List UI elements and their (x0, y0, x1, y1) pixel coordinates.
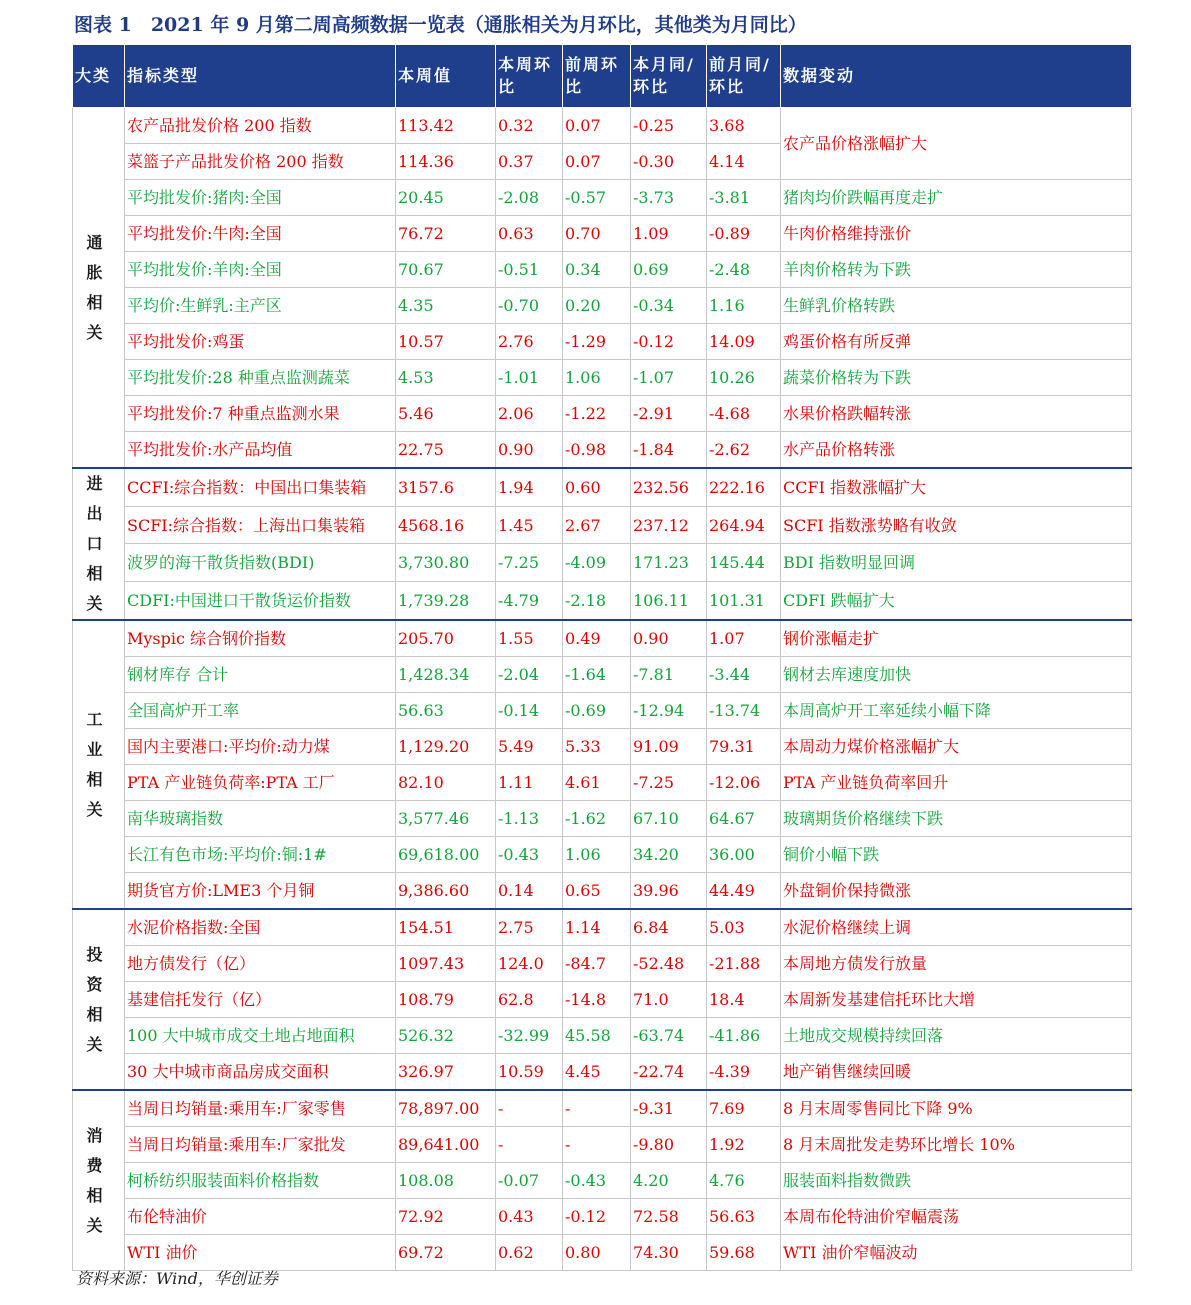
wow-cell: 2.06 (496, 396, 563, 432)
value-cell: 3,577.46 (396, 801, 496, 837)
change-cell: 地产销售继续回暖 (781, 1054, 1132, 1091)
prev-wow-cell: -14.8 (563, 982, 631, 1018)
wow-cell: -2.04 (496, 657, 563, 693)
mom-cell: 237.12 (631, 506, 707, 544)
prev-wow-cell: 0.07 (563, 108, 631, 144)
prev-mom-cell: 1.92 (707, 1127, 781, 1163)
table-row (73, 108, 1132, 144)
change-cell: 本周动力煤价格涨幅扩大 (781, 729, 1132, 765)
value-cell: 113.42 (396, 108, 496, 144)
change-cell: 水泥价格继续上调 (781, 909, 1132, 946)
table-row (73, 468, 1132, 506)
indicator-cell: 水泥价格指数:全国 (125, 909, 396, 946)
mom-cell: -7.81 (631, 657, 707, 693)
table-row (73, 216, 1132, 252)
table-row (73, 582, 1132, 620)
table-row (73, 360, 1132, 396)
wow-cell: -0.43 (496, 837, 563, 873)
prev-mom-cell: 64.67 (707, 801, 781, 837)
indicator-cell: SCFI:综合指数：上海出口集装箱 (125, 506, 396, 544)
prev-mom-cell: -13.74 (707, 693, 781, 729)
change-cell: 钢材去库速度加快 (781, 657, 1132, 693)
table-row (73, 324, 1132, 360)
value-cell: 78,897.00 (396, 1090, 496, 1127)
indicator-cell: 期货官方价:LME3 个月铜 (125, 873, 396, 910)
change-cell: 土地成交规模持续回落 (781, 1018, 1132, 1054)
prev-mom-cell: -4.68 (707, 396, 781, 432)
header-change: 数据变动 (781, 45, 1132, 108)
mom-cell: 0.90 (631, 620, 707, 657)
wow-cell: 1.94 (496, 468, 563, 506)
wow-cell: 124.0 (496, 946, 563, 982)
prev-mom-cell: 44.49 (707, 873, 781, 910)
prev-wow-cell: -0.12 (563, 1199, 631, 1235)
change-cell: 水产品价格转涨 (781, 432, 1132, 469)
prev-wow-cell: -1.29 (563, 324, 631, 360)
table-row (73, 620, 1132, 657)
value-cell: 56.63 (396, 693, 496, 729)
mom-cell: 171.23 (631, 544, 707, 582)
mom-cell: 232.56 (631, 468, 707, 506)
table-row (73, 1199, 1132, 1235)
prev-wow-cell: 45.58 (563, 1018, 631, 1054)
indicator-cell: 地方债发行（亿） (125, 946, 396, 982)
prev-wow-cell: 0.20 (563, 288, 631, 324)
value-cell: 82.10 (396, 765, 496, 801)
table-row (73, 693, 1132, 729)
indicator-cell: 菜篮子产品批发价格 200 指数 (125, 144, 396, 180)
category-cell: 进出口相关 (73, 468, 125, 620)
mom-cell: -0.25 (631, 108, 707, 144)
wow-cell: 10.59 (496, 1054, 563, 1091)
indicator-cell: 全国高炉开工率 (125, 693, 396, 729)
prev-mom-cell: 3.68 (707, 108, 781, 144)
high-frequency-data-table (72, 44, 1132, 1271)
prev-wow-cell: -0.57 (563, 180, 631, 216)
value-cell: 108.79 (396, 982, 496, 1018)
value-cell: 4.53 (396, 360, 496, 396)
mom-cell: -9.31 (631, 1090, 707, 1127)
change-cell: 猪肉均价跌幅再度走扩 (781, 180, 1132, 216)
table-row (73, 432, 1132, 469)
prev-mom-cell: 145.44 (707, 544, 781, 582)
prev-mom-cell: 222.16 (707, 468, 781, 506)
mom-cell: 67.10 (631, 801, 707, 837)
value-cell: 3,730.80 (396, 544, 496, 582)
value-cell: 154.51 (396, 909, 496, 946)
mom-cell: 1.09 (631, 216, 707, 252)
prev-mom-cell: 18.4 (707, 982, 781, 1018)
value-cell: 3157.6 (396, 468, 496, 506)
value-cell: 326.97 (396, 1054, 496, 1091)
prev-mom-cell: -21.88 (707, 946, 781, 982)
mom-cell: -3.73 (631, 180, 707, 216)
table-row (73, 288, 1132, 324)
prev-wow-cell: 0.07 (563, 144, 631, 180)
wow-cell: -4.79 (496, 582, 563, 620)
indicator-cell: 基建信托发行（亿） (125, 982, 396, 1018)
prev-mom-cell: 7.69 (707, 1090, 781, 1127)
indicator-cell: 平均价:生鲜乳:主产区 (125, 288, 396, 324)
indicator-cell: 柯桥纺织服装面料价格指数 (125, 1163, 396, 1199)
value-cell: 1,428.34 (396, 657, 496, 693)
indicator-cell: 平均批发价:水产品均值 (125, 432, 396, 469)
mom-cell: -52.48 (631, 946, 707, 982)
prev-mom-cell: 5.03 (707, 909, 781, 946)
value-cell: 70.67 (396, 252, 496, 288)
indicator-cell: 平均批发价:牛肉:全国 (125, 216, 396, 252)
category-cell: 工业相关 (73, 620, 125, 909)
prev-mom-cell: -0.89 (707, 216, 781, 252)
header-row (73, 45, 1132, 108)
mom-cell: -9.80 (631, 1127, 707, 1163)
table-row (73, 765, 1132, 801)
wow-cell: -0.07 (496, 1163, 563, 1199)
table-body (73, 108, 1132, 1271)
header-prev-wow: 前周环比 (563, 45, 631, 108)
prev-mom-cell: 79.31 (707, 729, 781, 765)
prev-wow-cell: 0.34 (563, 252, 631, 288)
prev-wow-cell: 2.67 (563, 506, 631, 544)
indicator-cell: PTA 产业链负荷率:PTA 工厂 (125, 765, 396, 801)
prev-wow-cell: -1.62 (563, 801, 631, 837)
table-title: 图表 1 2021 年 9 月第二周高频数据一览表（通胀相关为月环比，其他类为月同比） (74, 14, 807, 36)
wow-cell: -0.14 (496, 693, 563, 729)
table-row (73, 1054, 1132, 1091)
prev-mom-cell: 1.16 (707, 288, 781, 324)
change-cell: 鸡蛋价格有所反弹 (781, 324, 1132, 360)
prev-mom-cell: -4.39 (707, 1054, 781, 1091)
wow-cell: 2.76 (496, 324, 563, 360)
prev-mom-cell: -2.62 (707, 432, 781, 469)
prev-wow-cell: -0.69 (563, 693, 631, 729)
value-cell: 76.72 (396, 216, 496, 252)
change-cell: 蔬菜价格转为下跌 (781, 360, 1132, 396)
change-cell: 牛肉价格维持涨价 (781, 216, 1132, 252)
value-cell: 20.45 (396, 180, 496, 216)
change-cell: 铜价小幅下跌 (781, 837, 1132, 873)
source-note: 资料来源：Wind，华创证券 (76, 1269, 278, 1288)
change-cell: 羊肉价格转为下跌 (781, 252, 1132, 288)
change-cell: 外盘铜价保持微涨 (781, 873, 1132, 910)
mom-cell: -0.34 (631, 288, 707, 324)
prev-mom-cell: 56.63 (707, 1199, 781, 1235)
prev-mom-cell: -12.06 (707, 765, 781, 801)
prev-mom-cell: 59.68 (707, 1235, 781, 1271)
mom-cell: -12.94 (631, 693, 707, 729)
change-cell: 本周布伦特油价窄幅震荡 (781, 1199, 1132, 1235)
prev-mom-cell: 1.07 (707, 620, 781, 657)
indicator-cell: CDFI:中国进口干散货运价指数 (125, 582, 396, 620)
change-cell: CDFI 跌幅扩大 (781, 582, 1132, 620)
change-cell: 本周地方债发行放量 (781, 946, 1132, 982)
table-row (73, 396, 1132, 432)
indicator-cell: 100 大中城市成交土地占地面积 (125, 1018, 396, 1054)
table-row (73, 252, 1132, 288)
prev-wow-cell: - (563, 1127, 631, 1163)
wow-cell: -2.08 (496, 180, 563, 216)
prev-wow-cell: 0.49 (563, 620, 631, 657)
wow-cell: -1.01 (496, 360, 563, 396)
prev-wow-cell: 4.45 (563, 1054, 631, 1091)
value-cell: 69,618.00 (396, 837, 496, 873)
category-cell: 消费相关 (73, 1090, 125, 1271)
mom-cell: 4.20 (631, 1163, 707, 1199)
wow-cell: -1.13 (496, 801, 563, 837)
mom-cell: -7.25 (631, 765, 707, 801)
prev-wow-cell: 4.61 (563, 765, 631, 801)
mom-cell: -22.74 (631, 1054, 707, 1091)
prev-wow-cell: -2.18 (563, 582, 631, 620)
table-row (73, 544, 1132, 582)
mom-cell: 34.20 (631, 837, 707, 873)
table-row (73, 1127, 1132, 1163)
prev-mom-cell: 14.09 (707, 324, 781, 360)
value-cell: 4.35 (396, 288, 496, 324)
indicator-cell: 平均批发价:猪肉:全国 (125, 180, 396, 216)
mom-cell: 72.58 (631, 1199, 707, 1235)
wow-cell: -0.70 (496, 288, 563, 324)
prev-mom-cell: 36.00 (707, 837, 781, 873)
table-row (73, 1163, 1132, 1199)
prev-wow-cell: 0.65 (563, 873, 631, 910)
indicator-cell: 平均批发价:7 种重点监测水果 (125, 396, 396, 432)
prev-mom-cell: 101.31 (707, 582, 781, 620)
table-row (73, 1018, 1132, 1054)
mom-cell: -1.84 (631, 432, 707, 469)
change-cell: 8 月末周批发走势环比增长 10% (781, 1127, 1132, 1163)
indicator-cell: 30 大中城市商品房成交面积 (125, 1054, 396, 1091)
wow-cell: 1.55 (496, 620, 563, 657)
wow-cell: 2.75 (496, 909, 563, 946)
mom-cell: 71.0 (631, 982, 707, 1018)
wow-cell: 5.49 (496, 729, 563, 765)
table-row (73, 873, 1132, 910)
value-cell: 22.75 (396, 432, 496, 469)
header-mom: 本月同/环比 (631, 45, 707, 108)
table-row (73, 909, 1132, 946)
prev-wow-cell: -4.09 (563, 544, 631, 582)
wow-cell: 0.37 (496, 144, 563, 180)
value-cell: 5.46 (396, 396, 496, 432)
indicator-cell: WTI 油价 (125, 1235, 396, 1271)
wow-cell: 0.32 (496, 108, 563, 144)
value-cell: 4568.16 (396, 506, 496, 544)
indicator-cell: 长江有色市场:平均价:铜:1# (125, 837, 396, 873)
prev-mom-cell: 4.76 (707, 1163, 781, 1199)
indicator-cell: 平均批发价:羊肉:全国 (125, 252, 396, 288)
change-cell: 水果价格跌幅转涨 (781, 396, 1132, 432)
indicator-cell: 波罗的海干散货指数(BDI) (125, 544, 396, 582)
wow-cell: -0.51 (496, 252, 563, 288)
change-cell: 8 月末周零售同比下降 9% (781, 1090, 1132, 1127)
mom-cell: -2.91 (631, 396, 707, 432)
prev-mom-cell: -3.81 (707, 180, 781, 216)
table-row (73, 982, 1132, 1018)
change-cell: 本周新发基建信托环比大增 (781, 982, 1132, 1018)
header-wow: 本周环比 (496, 45, 563, 108)
wow-cell: -32.99 (496, 1018, 563, 1054)
wow-cell: 0.43 (496, 1199, 563, 1235)
wow-cell: 0.14 (496, 873, 563, 910)
value-cell: 69.72 (396, 1235, 496, 1271)
wow-cell: 0.63 (496, 216, 563, 252)
change-cell: 服装面料指数微跌 (781, 1163, 1132, 1199)
value-cell: 205.70 (396, 620, 496, 657)
indicator-cell: 当周日均销量:乘用车:厂家零售 (125, 1090, 396, 1127)
prev-wow-cell: 0.80 (563, 1235, 631, 1271)
mom-cell: 39.96 (631, 873, 707, 910)
prev-wow-cell: 0.60 (563, 468, 631, 506)
indicator-cell: 南华玻璃指数 (125, 801, 396, 837)
prev-mom-cell: -3.44 (707, 657, 781, 693)
table-row (73, 729, 1132, 765)
mom-cell: 74.30 (631, 1235, 707, 1271)
prev-mom-cell: -2.48 (707, 252, 781, 288)
table-row (73, 1090, 1132, 1127)
change-cell: 玻璃期货价格继续下跌 (781, 801, 1132, 837)
mom-cell: 0.69 (631, 252, 707, 288)
indicator-cell: Myspic 综合钢价指数 (125, 620, 396, 657)
prev-wow-cell: -0.98 (563, 432, 631, 469)
value-cell: 1,129.20 (396, 729, 496, 765)
mom-cell: 91.09 (631, 729, 707, 765)
mom-cell: -63.74 (631, 1018, 707, 1054)
wow-cell: 0.62 (496, 1235, 563, 1271)
table-row (73, 180, 1132, 216)
indicator-cell: CCFI:综合指数：中国出口集装箱 (125, 468, 396, 506)
prev-mom-cell: 264.94 (707, 506, 781, 544)
value-cell: 10.57 (396, 324, 496, 360)
prev-wow-cell: 1.14 (563, 909, 631, 946)
table-row (73, 946, 1132, 982)
value-cell: 72.92 (396, 1199, 496, 1235)
change-cell: 生鲜乳价格转跌 (781, 288, 1132, 324)
value-cell: 89,641.00 (396, 1127, 496, 1163)
indicator-cell: 平均批发价:28 种重点监测蔬菜 (125, 360, 396, 396)
value-cell: 526.32 (396, 1018, 496, 1054)
prev-wow-cell: 5.33 (563, 729, 631, 765)
prev-mom-cell: 4.14 (707, 144, 781, 180)
prev-wow-cell: - (563, 1090, 631, 1127)
mom-cell: -0.30 (631, 144, 707, 180)
change-cell: WTI 油价窄幅波动 (781, 1235, 1132, 1271)
change-cell: 本周高炉开工率延续小幅下降 (781, 693, 1132, 729)
table-row (73, 657, 1132, 693)
header-indicator: 指标类型 (125, 45, 396, 108)
wow-cell: 1.11 (496, 765, 563, 801)
mom-cell: -0.12 (631, 324, 707, 360)
value-cell: 114.36 (396, 144, 496, 180)
wow-cell: - (496, 1127, 563, 1163)
value-cell: 108.08 (396, 1163, 496, 1199)
wow-cell: -7.25 (496, 544, 563, 582)
change-cell: 农产品价格涨幅扩大 (781, 108, 1132, 180)
change-cell: BDI 指数明显回调 (781, 544, 1132, 582)
change-cell: 钢价涨幅走扩 (781, 620, 1132, 657)
indicator-cell: 平均批发价:鸡蛋 (125, 324, 396, 360)
wow-cell: 1.45 (496, 506, 563, 544)
table-row (73, 837, 1132, 873)
header-value: 本周值 (396, 45, 496, 108)
indicator-cell: 农产品批发价格 200 指数 (125, 108, 396, 144)
value-cell: 1,739.28 (396, 582, 496, 620)
prev-wow-cell: -1.64 (563, 657, 631, 693)
category-cell: 通胀相关 (73, 108, 125, 469)
prev-wow-cell: 1.06 (563, 837, 631, 873)
prev-wow-cell: -84.7 (563, 946, 631, 982)
mom-cell: 106.11 (631, 582, 707, 620)
change-cell: PTA 产业链负荷率回升 (781, 765, 1132, 801)
indicator-cell: 国内主要港口:平均价:动力煤 (125, 729, 396, 765)
change-cell: SCFI 指数涨势略有收敛 (781, 506, 1132, 544)
indicator-cell: 当周日均销量:乘用车:厂家批发 (125, 1127, 396, 1163)
change-cell: CCFI 指数涨幅扩大 (781, 468, 1132, 506)
indicator-cell: 钢材库存 合计 (125, 657, 396, 693)
prev-wow-cell: -1.22 (563, 396, 631, 432)
mom-cell: -1.07 (631, 360, 707, 396)
prev-wow-cell: 0.70 (563, 216, 631, 252)
prev-wow-cell: 1.06 (563, 360, 631, 396)
table-row (73, 801, 1132, 837)
indicator-cell: 布伦特油价 (125, 1199, 396, 1235)
value-cell: 9,386.60 (396, 873, 496, 910)
mom-cell: 6.84 (631, 909, 707, 946)
header-category: 大类 (73, 45, 125, 108)
wow-cell: 62.8 (496, 982, 563, 1018)
wow-cell: - (496, 1090, 563, 1127)
prev-mom-cell: -41.86 (707, 1018, 781, 1054)
wow-cell: 0.90 (496, 432, 563, 469)
category-cell: 投资相关 (73, 909, 125, 1090)
header-prev-mom: 前月同/环比 (707, 45, 781, 108)
prev-mom-cell: 10.26 (707, 360, 781, 396)
value-cell: 1097.43 (396, 946, 496, 982)
prev-wow-cell: -0.43 (563, 1163, 631, 1199)
table-row (73, 506, 1132, 544)
